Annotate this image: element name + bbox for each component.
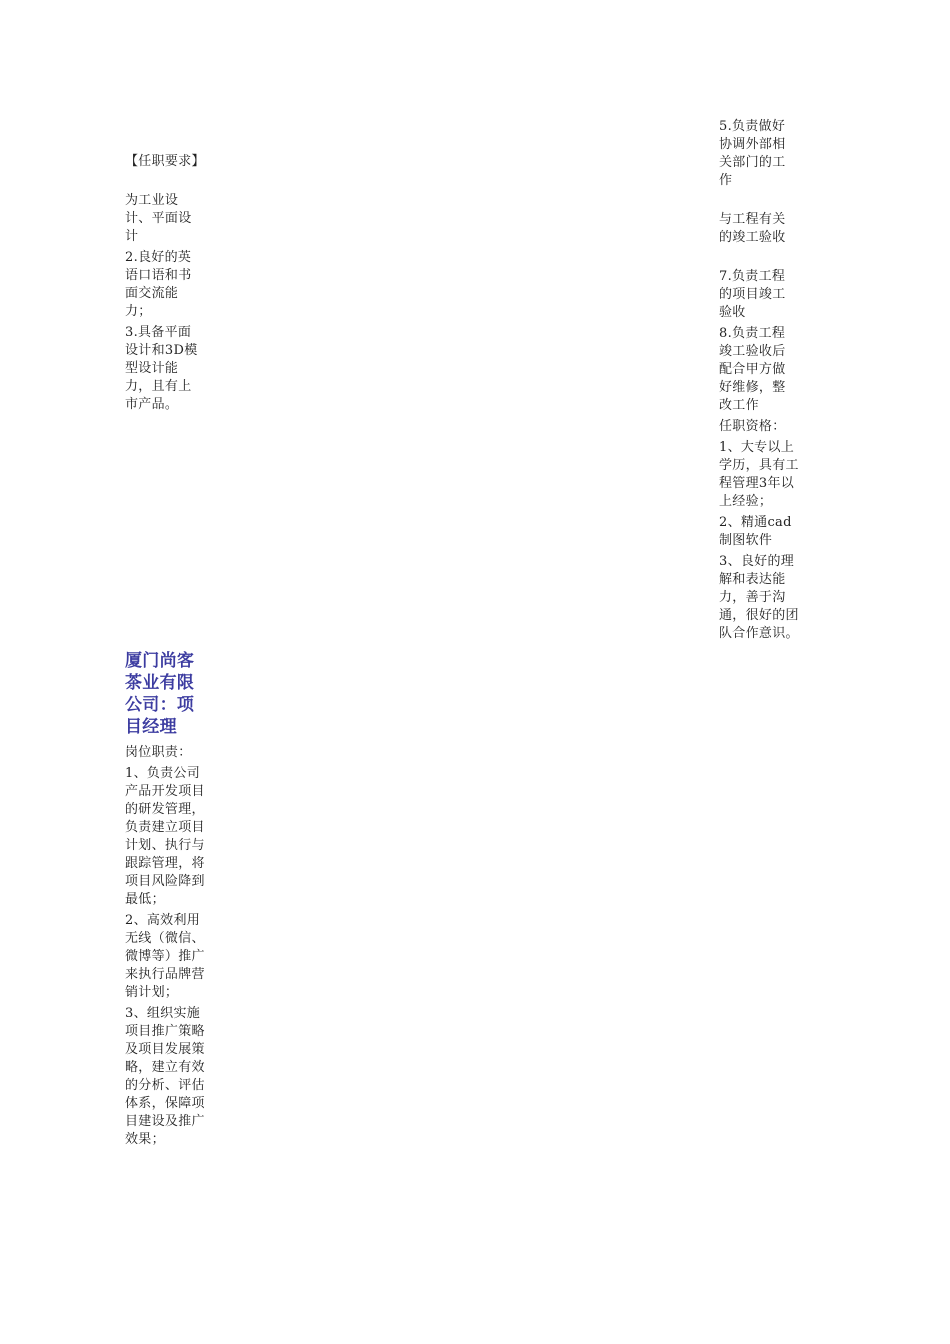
qualification-item-3: 3、良好的理解和表达能力，善于沟通，很好的团队合作意识。	[719, 554, 799, 641]
duty-item-6: 与工程有关的竣工验收	[719, 212, 786, 245]
requirement-item-1-clipped-line	[125, 174, 199, 192]
duty-item-6-clipped-line	[719, 193, 799, 211]
duty-item-5: 5.负责做好协调外部相关部门的工作	[719, 119, 786, 188]
requirement-item-1: 为工业设计、平面设计	[125, 193, 192, 244]
company-title: 厦门尚客茶业有限公司：项目经理	[125, 651, 195, 737]
right-column	[719, 118, 799, 646]
requirement-item-3: 3.具备平面设计和3D模型设计能力，且有上市产品。	[125, 325, 198, 412]
requirements-heading: 【任职要求】	[125, 154, 205, 169]
duty-heading: 岗位职责：	[125, 745, 192, 760]
qualification-item-1: 1、大专以上学历，具有工程管理3年以上经验；	[719, 440, 799, 509]
requirements-section	[125, 153, 205, 417]
qualification-item-2: 2、精通cad制图软件	[719, 515, 792, 548]
company-duty-item-3: 3、组织实施项目推广策略及项目发展策略，建立有效的分析、评估体系，保障项目建设及推广效果；	[125, 1006, 205, 1147]
duty-item-8: 8.负责工程竣工验收后配合甲方做好维修，整改工作	[719, 326, 786, 413]
company-duty-item-2: 2、高效利用无线（微信、微博等）推广来执行品牌营销计划；	[125, 913, 205, 1000]
requirement-item-2: 2.良好的英语口语和书面交流能力；	[125, 250, 192, 319]
spacer	[719, 250, 799, 268]
qualifications-heading: 任职资格：	[719, 419, 786, 434]
company-section	[125, 650, 205, 1152]
duty-item-7: 7.负责工程的项目竣工验收	[719, 269, 786, 320]
company-duty-item-1: 1、负责公司产品开发项目的研发管理，负责建立项目计划、执行与跟踪管理，将项目风险降到最低；	[125, 766, 205, 907]
